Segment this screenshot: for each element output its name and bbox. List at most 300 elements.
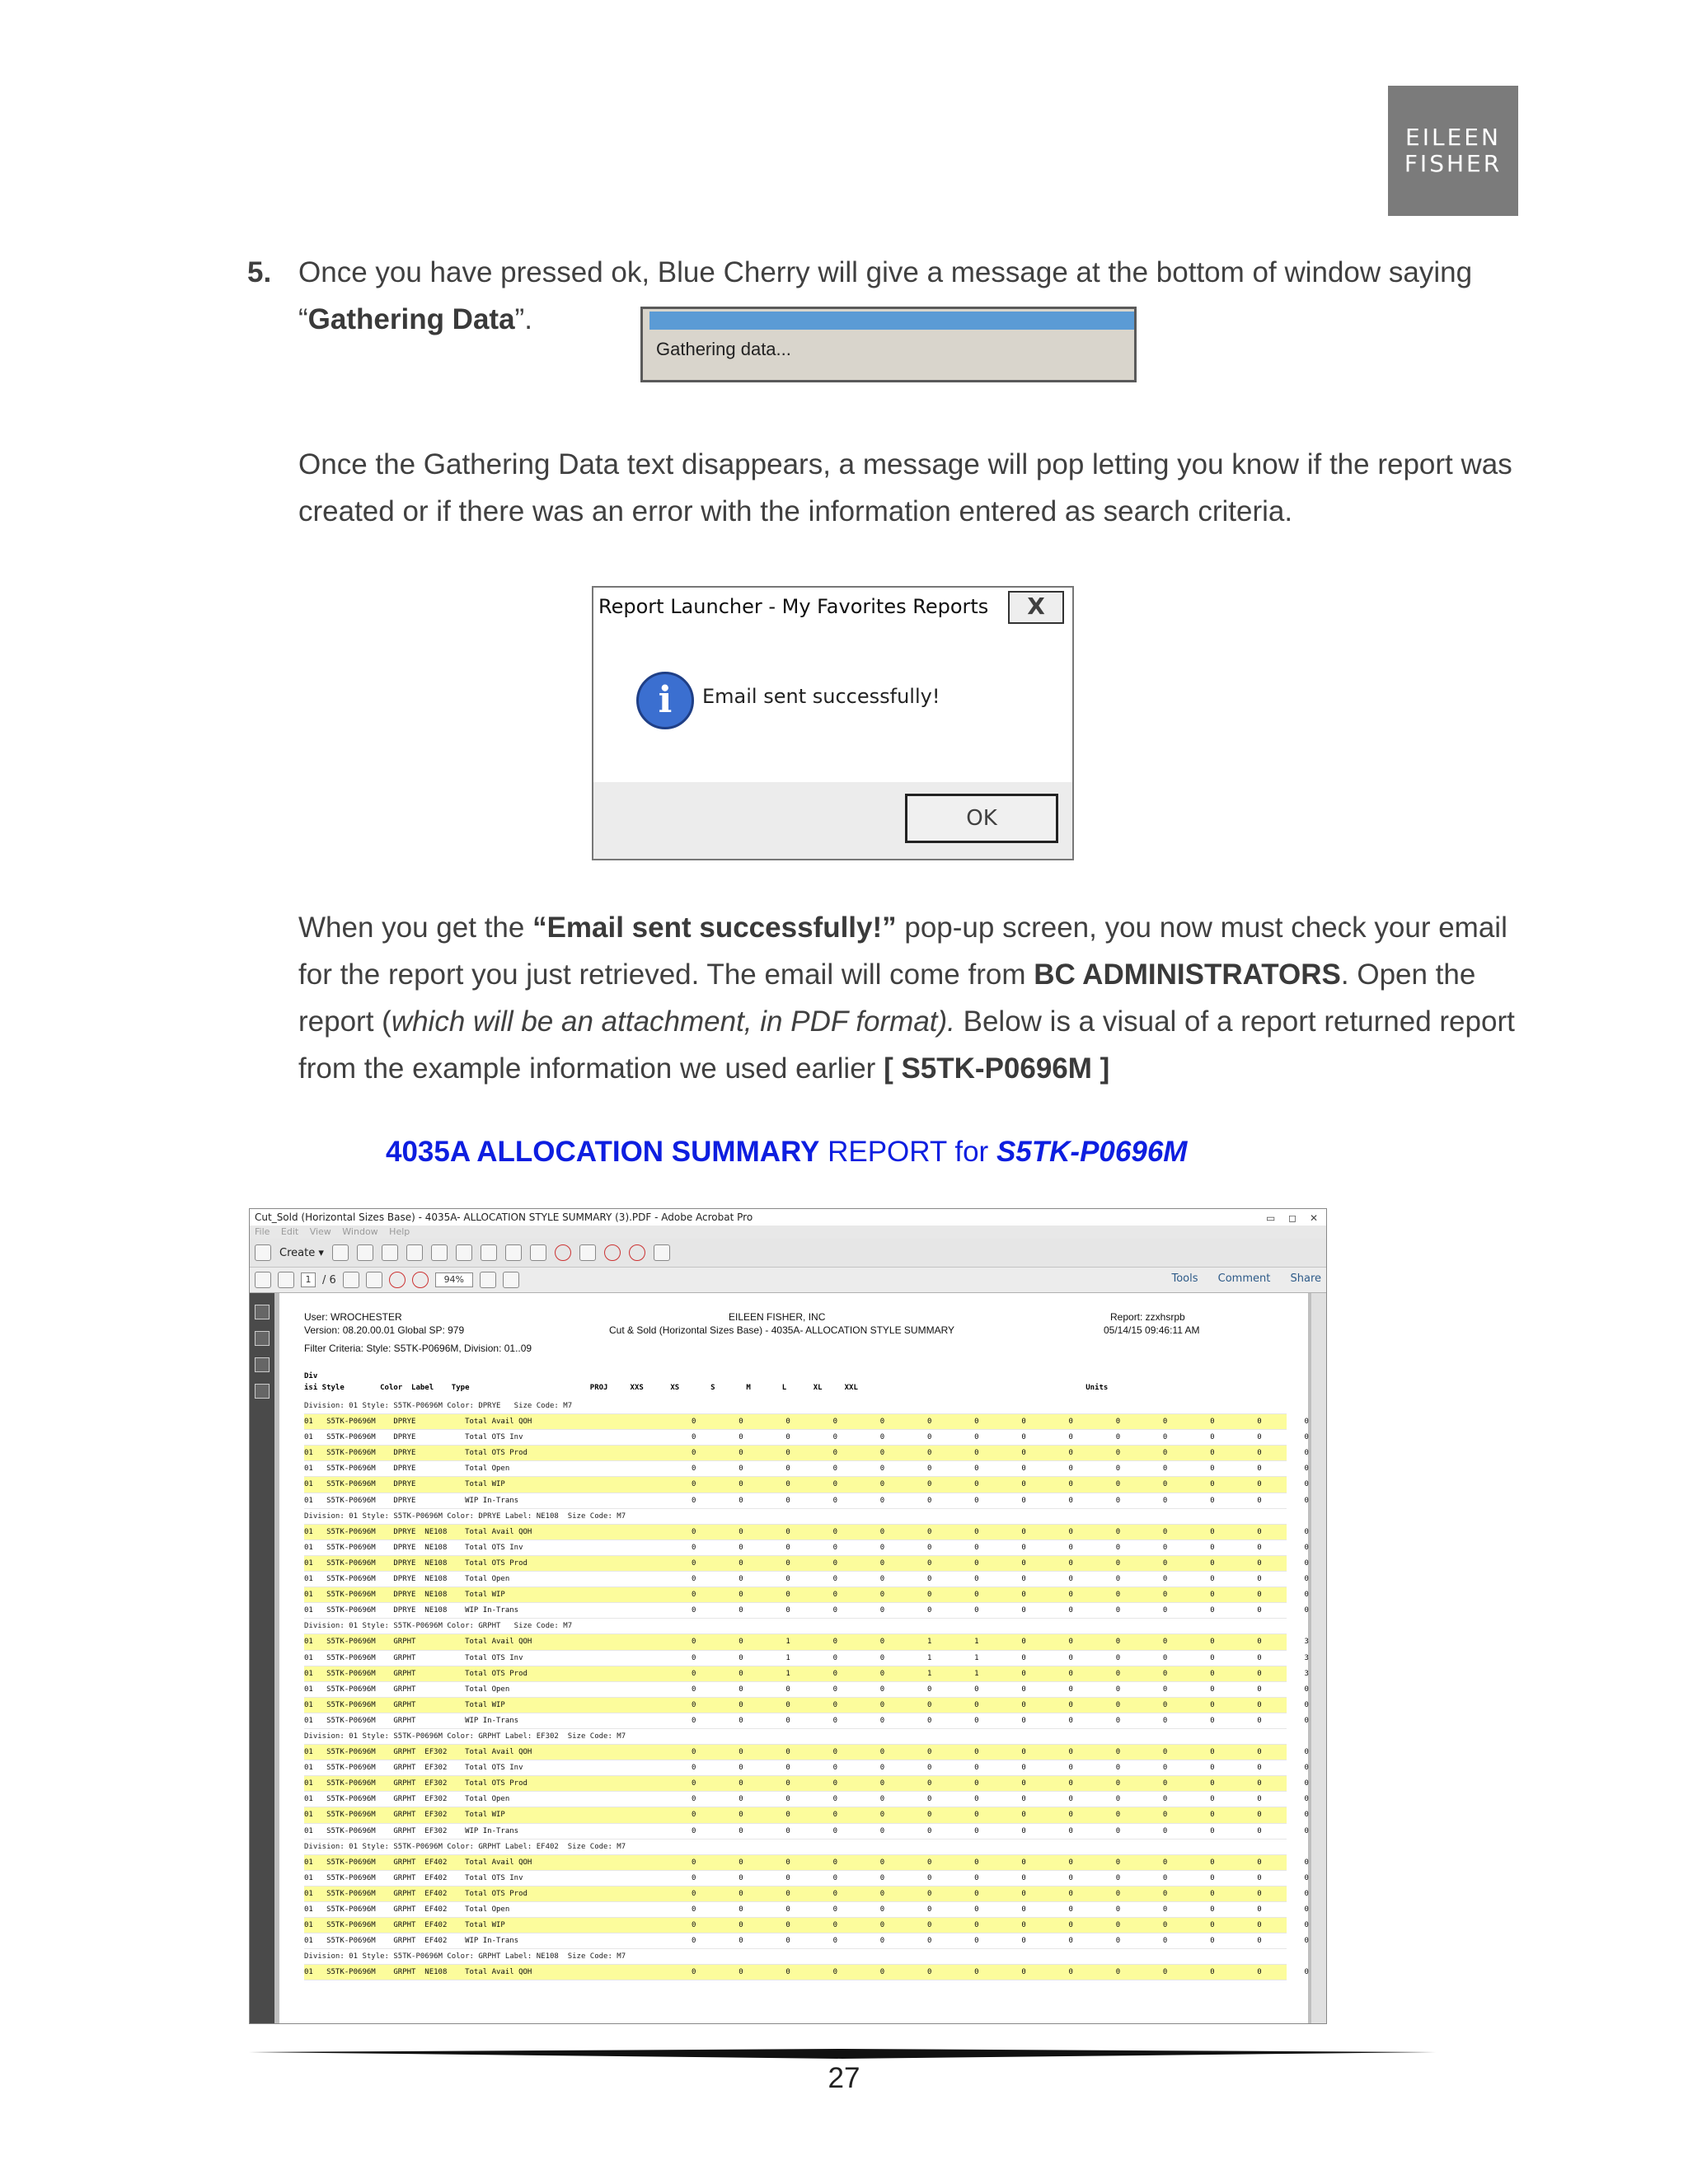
cell-value: 0	[1210, 1638, 1215, 1647]
table-row	[304, 1634, 1309, 1650]
cell-value: 0	[1210, 1873, 1215, 1882]
row-label: 01 S5TK-P0696M GRPHT EF402 Total Open	[304, 1905, 510, 1914]
row-values	[692, 1886, 1327, 1901]
cell-value: 0	[1162, 1433, 1168, 1442]
cell-value: 0	[1068, 1748, 1073, 1757]
heading-c: S5TK-P0696M	[996, 1136, 1188, 1168]
row-values	[692, 1493, 1327, 1508]
table-row	[304, 1918, 1309, 1933]
row-label: Division: 01 Style: S5TK-P0696M Color: GRPHT Label: EF302 Size Code: M7	[304, 1732, 626, 1741]
p3-g: Below is a visual of a report returned report from the example information we used earlier	[298, 1005, 1515, 1085]
cell-value: 0	[1115, 1873, 1121, 1882]
save-icon[interactable]	[357, 1244, 373, 1261]
fit-width-icon[interactable]	[503, 1272, 519, 1288]
cell-value: 0	[692, 1700, 696, 1709]
cell-value: 0	[1162, 1575, 1168, 1584]
cell-value: 0	[1021, 1449, 1026, 1458]
heading-b: REPORT for	[819, 1136, 996, 1168]
cell-value: 0	[974, 1716, 979, 1725]
highlight-icon[interactable]	[530, 1244, 546, 1261]
cell-value: 0	[926, 1858, 932, 1867]
cell-value: 0	[1257, 1653, 1262, 1662]
cell-value: 0	[1304, 1826, 1309, 1835]
next-page-icon[interactable]	[278, 1272, 294, 1288]
cell-value: 0	[1115, 1449, 1121, 1458]
cell-value: 0	[1021, 1716, 1026, 1725]
table-row	[304, 1871, 1309, 1886]
cell-value: 0	[1068, 1826, 1073, 1835]
report-filter: Filter Criteria: Style: S5TK-P0696M, Division: 01..09	[304, 1343, 532, 1354]
cell-value: 0	[1304, 1418, 1309, 1427]
cell-value: 0	[1210, 1527, 1215, 1536]
cell-value: 0	[738, 1418, 743, 1427]
cell-value: 0	[1257, 1779, 1262, 1788]
row-label: 01 S5TK-P0696M GRPHT EF402 Total OTS Inv	[304, 1873, 523, 1882]
cell-value: 0	[1304, 1449, 1309, 1458]
create-button[interactable]: Create ▾	[279, 1246, 324, 1259]
panel-tabs[interactable]: Tools Comment Share	[1171, 1272, 1321, 1285]
table-row	[304, 1807, 1309, 1823]
report-datetime: 05/14/15 09:46:11 AM	[1104, 1324, 1200, 1336]
cell-value: 0	[1257, 1858, 1262, 1867]
cell-value: 0	[692, 1653, 696, 1662]
cell-value: 0	[974, 1937, 979, 1946]
circle-icon[interactable]	[555, 1244, 571, 1261]
cell-value: 0	[832, 1779, 837, 1788]
cell-value: 0	[926, 1700, 932, 1709]
row-values	[692, 1634, 1327, 1649]
cell-value: 0	[692, 1527, 696, 1536]
cell-value: 0	[1021, 1527, 1026, 1536]
cell-value: 1	[785, 1638, 790, 1647]
cell-value: 0	[738, 1527, 743, 1536]
cell-value: 0	[832, 1905, 837, 1914]
cell-value: 0	[1210, 1811, 1215, 1820]
cell-value: 0	[1162, 1591, 1168, 1600]
cell-value: 0	[879, 1449, 885, 1458]
report-subtitle: Cut & Sold (Horizontal Sizes Base) - 4035A- ALLOCATION STYLE SUMMARY	[609, 1324, 955, 1336]
row-label: 01 S5TK-P0696M GRPHT EF302 Total OTS Inv	[304, 1764, 523, 1773]
rectangle-icon[interactable]	[579, 1244, 596, 1261]
cell-value: 0	[692, 1968, 696, 1977]
cell-value: 0	[785, 1858, 790, 1867]
cell-value: 0	[1068, 1716, 1073, 1725]
cell-value: 0	[1162, 1889, 1168, 1898]
email-icon[interactable]	[406, 1244, 423, 1261]
cell-value: 0	[1068, 1543, 1073, 1552]
table-row	[304, 1792, 1309, 1807]
settings-icon[interactable]	[431, 1244, 448, 1261]
cell-value: 0	[832, 1669, 837, 1678]
cell-value: 0	[926, 1889, 932, 1898]
cell-value: 0	[1068, 1669, 1073, 1678]
cell-value: 0	[692, 1795, 696, 1804]
cell-value: 0	[832, 1700, 837, 1709]
section-header-row	[304, 1619, 1287, 1634]
p3-a: When you get the	[298, 912, 533, 944]
attachment-icon[interactable]	[255, 1357, 270, 1372]
create-icon[interactable]	[255, 1244, 271, 1261]
dialog-close-button[interactable]: X	[1008, 591, 1064, 624]
cell-value: 1	[926, 1669, 932, 1678]
cell-value: 0	[1257, 1905, 1262, 1914]
cell-value: 0	[974, 1858, 979, 1867]
window-buttons[interactable]: ▭ ◻ ✕	[1266, 1212, 1323, 1224]
table-row	[304, 1525, 1309, 1540]
cell-value: 0	[1021, 1764, 1026, 1773]
cell-value: 1	[926, 1653, 932, 1662]
cell-value: 0	[1115, 1968, 1121, 1977]
cell-value: 0	[832, 1496, 837, 1505]
cell-value: 0	[1210, 1716, 1215, 1725]
cell-value: 0	[832, 1653, 837, 1662]
row-label: Division: 01 Style: S5TK-P0696M Color: DPRYE Label: NE108 Size Code: M7	[304, 1511, 626, 1521]
cell-value: 0	[785, 1779, 790, 1788]
bookmark-icon[interactable]	[255, 1331, 270, 1346]
table-row	[304, 1666, 1309, 1682]
cell-value: 0	[1115, 1889, 1121, 1898]
cell-value: 0	[879, 1669, 885, 1678]
cell-value: 0	[1257, 1496, 1262, 1505]
cell-value: 0	[879, 1748, 885, 1757]
cell-value: 0	[1162, 1480, 1168, 1489]
pages-icon[interactable]	[255, 1305, 270, 1319]
attach-icon[interactable]	[505, 1244, 522, 1261]
column-header-2: isi Style Color Label Type PROJ XXS XS S M L XL XXL Units	[304, 1384, 1109, 1392]
row-label: 01 S5TK-P0696M GRPHT EF402 Total Avail QOH	[304, 1858, 532, 1867]
cell-value: 0	[974, 1449, 979, 1458]
cell-value: 0	[1210, 1937, 1215, 1946]
cloud-icon[interactable]	[629, 1244, 645, 1261]
cell-value: 0	[1115, 1764, 1121, 1773]
cell-value: 0	[926, 1543, 932, 1552]
row-label: 01 S5TK-P0696M GRPHT NE108 Total Avail QOH	[304, 1968, 532, 1977]
cell-value: 0	[926, 1527, 932, 1536]
table-row	[304, 1430, 1309, 1446]
cell-value: 0	[785, 1937, 790, 1946]
cell-value: 0	[974, 1575, 979, 1584]
cell-value: 0	[974, 1795, 979, 1804]
cell-value: 0	[879, 1921, 885, 1930]
acrobat-titlebar	[250, 1209, 1326, 1226]
cell-value: 0	[1021, 1873, 1026, 1882]
cell-value: 0	[1210, 1889, 1215, 1898]
cell-value: 0	[1257, 1700, 1262, 1709]
zoom-in-icon[interactable]	[412, 1272, 429, 1288]
cell-value: 0	[879, 1716, 885, 1725]
paragraph-gathering-info: Once the Gathering Data text disappears, a message will pop letting you know if the report was created or if there was an error with the information entered as search criteria.	[298, 448, 1512, 527]
cell-value: 0	[926, 1480, 932, 1489]
cell-value: 0	[832, 1968, 837, 1977]
open-icon[interactable]	[332, 1244, 349, 1261]
report-heading	[386, 1133, 1187, 1171]
row-values	[692, 1540, 1327, 1555]
heading-a: 4035A ALLOCATION SUMMARY	[386, 1136, 820, 1168]
cell-value: 0	[1115, 1591, 1121, 1600]
table-row	[304, 1540, 1309, 1556]
row-label: 01 S5TK-P0696M DPRYE Total OTS Prod	[304, 1449, 528, 1458]
cell-value: 0	[738, 1558, 743, 1568]
cell-value: 0	[1021, 1748, 1026, 1757]
cell-value: 0	[926, 1685, 932, 1694]
cell-value: 0	[832, 1685, 837, 1694]
cell-value: 0	[1068, 1418, 1073, 1427]
cell-value: 0	[692, 1748, 696, 1757]
select-icon[interactable]	[343, 1272, 359, 1288]
cell-value: 0	[1162, 1826, 1168, 1835]
cell-value: 0	[832, 1449, 837, 1458]
pdf-page	[279, 1293, 1308, 2023]
cell-value: 0	[785, 1700, 790, 1709]
cell-value: 0	[974, 1558, 979, 1568]
cell-value: 0	[832, 1606, 837, 1615]
row-label: 01 S5TK-P0696M DPRYE Total OTS Inv	[304, 1433, 523, 1442]
table-row	[304, 1698, 1309, 1713]
row-values	[692, 1855, 1327, 1870]
table-row	[304, 1760, 1309, 1776]
cell-value: 0	[974, 1811, 979, 1820]
row-values	[692, 1965, 1327, 1980]
cell-value: 0	[738, 1591, 743, 1600]
table-row	[304, 1556, 1309, 1572]
cell-value: 0	[1257, 1764, 1262, 1773]
cell-value: 0	[832, 1543, 837, 1552]
ok-button[interactable]: OK	[905, 794, 1058, 843]
cell-value: 0	[1115, 1811, 1121, 1820]
cell-value: 0	[1021, 1418, 1026, 1427]
cell-value: 0	[1304, 1606, 1309, 1615]
row-values	[692, 1666, 1327, 1681]
step-text-b: ”.	[514, 303, 532, 335]
report-rows	[304, 1399, 1309, 1980]
cell-value: 0	[879, 1937, 885, 1946]
cell-value: 0	[692, 1858, 696, 1867]
row-label: 01 S5TK-P0696M GRPHT Total OTS Prod	[304, 1669, 528, 1678]
row-label: 01 S5TK-P0696M DPRYE WIP In-Trans	[304, 1496, 519, 1505]
prev-page-icon[interactable]	[255, 1272, 271, 1288]
cell-value: 0	[974, 1418, 979, 1427]
cell-value: 0	[974, 1543, 979, 1552]
cell-value: 0	[1068, 1764, 1073, 1773]
cell-value: 0	[1257, 1685, 1262, 1694]
cell-value: 0	[1210, 1591, 1215, 1600]
row-label: 01 S5TK-P0696M GRPHT Total OTS Inv	[304, 1653, 523, 1662]
cell-value: 0	[692, 1826, 696, 1835]
cell-value: 0	[1162, 1465, 1168, 1474]
cell-value: 0	[1257, 1543, 1262, 1552]
step-text-a: Once you have pressed ok, Blue Cherry will give a message at the bottom of window saying “	[298, 256, 1473, 335]
oval-icon[interactable]	[604, 1244, 621, 1261]
stamp-icon[interactable]	[481, 1244, 497, 1261]
cell-value: 0	[926, 1748, 932, 1757]
dialog-title: Report Launcher - My Favorites Reports	[593, 588, 1072, 626]
cell-value: 0	[926, 1449, 932, 1458]
cell-value: 0	[974, 1591, 979, 1600]
table-row	[304, 1965, 1309, 1980]
table-row	[304, 1824, 1309, 1840]
cell-value: 0	[1210, 1449, 1215, 1458]
page-number: 27	[828, 2062, 860, 2094]
hand-icon[interactable]	[366, 1272, 382, 1288]
cell-value: 0	[1068, 1873, 1073, 1882]
table-row	[304, 1587, 1309, 1603]
cell-value: 0	[785, 1873, 790, 1882]
cell-value: 0	[1115, 1433, 1121, 1442]
cell-value: 0	[738, 1889, 743, 1898]
cell-value: 0	[1257, 1889, 1262, 1898]
report-id: Report: zzxhsrpb	[1110, 1311, 1185, 1323]
cell-value: 0	[1021, 1826, 1026, 1835]
cell-value: 0	[1210, 1558, 1215, 1568]
cell-value: 0	[1021, 1905, 1026, 1914]
eileen-fisher-logo	[1388, 86, 1518, 216]
cell-value: 0	[879, 1700, 885, 1709]
cell-value: 0	[879, 1779, 885, 1788]
p3-b: “Email sent successfully!”	[532, 912, 897, 944]
cell-value: 0	[974, 1968, 979, 1977]
cell-value: 0	[879, 1433, 885, 1442]
signature-icon[interactable]	[255, 1384, 270, 1399]
cell-value: 0	[974, 1527, 979, 1536]
row-label: 01 S5TK-P0696M DPRYE Total WIP	[304, 1480, 505, 1489]
row-values	[692, 1446, 1327, 1460]
cell-value: 0	[1162, 1858, 1168, 1867]
cell-value: 0	[1210, 1700, 1215, 1709]
row-values	[692, 1824, 1327, 1839]
cell-value: 0	[1257, 1591, 1262, 1600]
row-values	[692, 1603, 1327, 1618]
fit-page-icon[interactable]	[480, 1272, 496, 1288]
cell-value: 0	[1162, 1653, 1168, 1662]
cell-value: 0	[926, 1779, 932, 1788]
cell-value: 0	[1115, 1606, 1121, 1615]
cell-value: 0	[832, 1811, 837, 1820]
cell-value: 0	[692, 1764, 696, 1773]
cell-value: 0	[1068, 1700, 1073, 1709]
cell-value: 0	[879, 1496, 885, 1505]
table-row	[304, 1477, 1309, 1493]
cell-value: 0	[1162, 1496, 1168, 1505]
cell-value: 0	[692, 1921, 696, 1930]
cell-value: 0	[785, 1449, 790, 1458]
cell-value: 0	[1068, 1779, 1073, 1788]
cell-value: 0	[832, 1873, 837, 1882]
cell-value: 0	[785, 1748, 790, 1757]
acrobat-menubar[interactable]: File Edit View Window Help	[250, 1226, 1326, 1239]
cell-value: 0	[1210, 1748, 1215, 1757]
cell-value: 0	[1021, 1591, 1026, 1600]
cell-value: 0	[738, 1968, 743, 1977]
cell-value: 0	[738, 1480, 743, 1489]
cell-value: 0	[738, 1638, 743, 1647]
cell-value: 0	[1304, 1700, 1309, 1709]
comment-icon[interactable]	[456, 1244, 472, 1261]
row-values	[692, 1430, 1327, 1445]
cell-value: 0	[785, 1795, 790, 1804]
p3-d: BC ADMINISTRATORS	[1034, 958, 1341, 991]
cell-value: 0	[1068, 1905, 1073, 1914]
cell-value: 0	[1304, 1685, 1309, 1694]
print-icon[interactable]	[382, 1244, 398, 1261]
cell-value: 0	[832, 1638, 837, 1647]
step-text-bold: Gathering Data	[307, 303, 515, 335]
table-row	[304, 1933, 1309, 1949]
cell-value: 0	[1115, 1669, 1121, 1678]
cell-value: 0	[1068, 1575, 1073, 1584]
cell-value: 0	[879, 1968, 885, 1977]
cell-value: 0	[926, 1418, 932, 1427]
row-values	[692, 1414, 1327, 1429]
cell-value: 0	[832, 1591, 837, 1600]
row-label: 01 S5TK-P0696M GRPHT EF402 Total OTS Prod	[304, 1889, 528, 1898]
cell-value: 0	[785, 1905, 790, 1914]
row-values	[692, 1572, 1327, 1586]
cell-value: 0	[1115, 1527, 1121, 1536]
cell-value: 0	[1304, 1575, 1309, 1584]
page-number-input[interactable]: 1	[301, 1272, 316, 1287]
cell-value: 1	[974, 1669, 979, 1678]
vertical-scrollbar[interactable]	[1311, 1293, 1326, 2023]
row-label: 01 S5TK-P0696M GRPHT EF302 Total OTS Prod	[304, 1779, 528, 1788]
cell-value: 0	[1021, 1465, 1026, 1474]
pencil-icon[interactable]	[654, 1244, 670, 1261]
cell-value: 0	[1304, 1921, 1309, 1930]
cell-value: 0	[1021, 1496, 1026, 1505]
cell-value: 0	[785, 1811, 790, 1820]
page-total: / 6	[322, 1273, 336, 1286]
cell-value: 0	[738, 1685, 743, 1694]
zoom-out-icon[interactable]	[389, 1272, 406, 1288]
cell-value: 0	[785, 1889, 790, 1898]
cell-value: 0	[1115, 1779, 1121, 1788]
cell-value: 0	[974, 1606, 979, 1615]
cell-value: 0	[1115, 1653, 1121, 1662]
cell-value: 0	[1304, 1889, 1309, 1898]
cell-value: 0	[692, 1905, 696, 1914]
cell-value: 0	[692, 1685, 696, 1694]
statusbar-blue-strip	[649, 312, 1134, 330]
cell-value: 0	[1257, 1418, 1262, 1427]
cell-value: 0	[879, 1480, 885, 1489]
cell-value: 0	[1068, 1465, 1073, 1474]
row-label: 01 S5TK-P0696M GRPHT EF302 Total Open	[304, 1795, 510, 1804]
cell-value: 0	[1304, 1968, 1309, 1977]
cell-value: 0	[926, 1496, 932, 1505]
cell-value: 0	[974, 1465, 979, 1474]
cell-value: 0	[785, 1685, 790, 1694]
zoom-select[interactable]: 94%	[435, 1272, 473, 1287]
row-values	[692, 1461, 1327, 1476]
cell-value: 0	[1257, 1968, 1262, 1977]
cell-value: 0	[1162, 1873, 1168, 1882]
cell-value: 0	[1162, 1716, 1168, 1725]
cell-value: 0	[1304, 1716, 1309, 1725]
cell-value: 0	[1257, 1716, 1262, 1725]
cell-value: 0	[879, 1811, 885, 1820]
row-label: 01 S5TK-P0696M DPRYE Total Open	[304, 1465, 510, 1474]
cell-value: 0	[1210, 1480, 1215, 1489]
table-row	[304, 1493, 1309, 1509]
cell-value: 0	[738, 1873, 743, 1882]
cell-value: 0	[879, 1543, 885, 1552]
cell-value: 0	[879, 1795, 885, 1804]
cell-value: 0	[974, 1433, 979, 1442]
cell-value: 0	[1257, 1465, 1262, 1474]
cell-value: 0	[832, 1921, 837, 1930]
cell-value: 0	[1210, 1905, 1215, 1914]
row-values	[692, 1713, 1327, 1728]
cell-value: 0	[785, 1826, 790, 1835]
